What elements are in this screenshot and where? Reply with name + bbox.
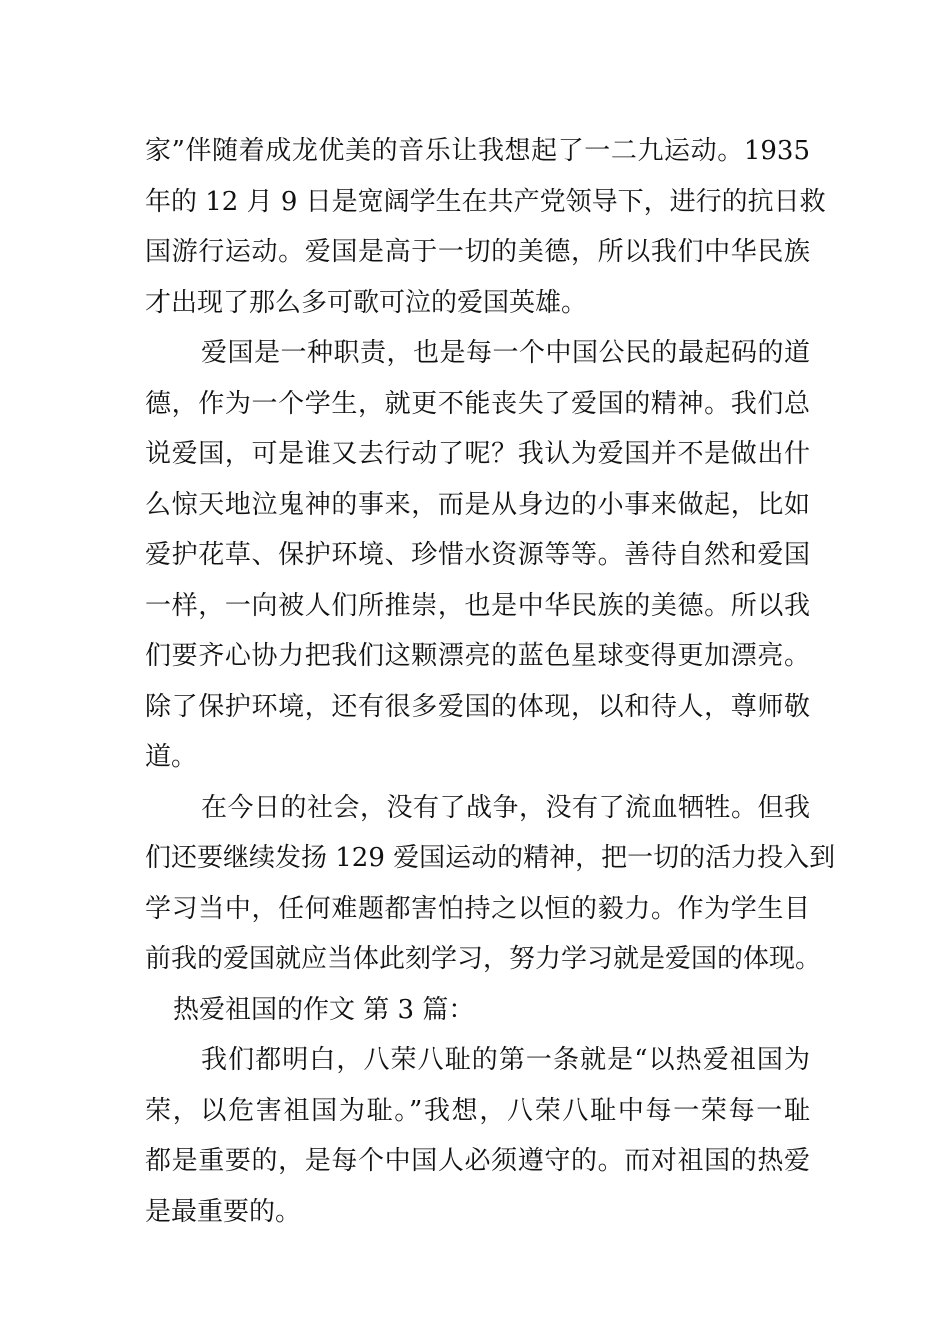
text-line: 在今日的社会，没有了战争，没有了流血牺牲。但我 bbox=[201, 792, 810, 823]
text-line: 爱国是一种职责，也是每一个中国公民的最起码的道 bbox=[201, 338, 810, 368]
text-line: 学习当中，任何难题都害怕持之以恒的毅力。作为学生目 bbox=[145, 893, 810, 924]
text-line: 国游行运动。爱国是高于一切的美德，所以我们中华民族 bbox=[145, 237, 810, 267]
text-line: 家”伴随着成龙优美的音乐让我想起了一二九运动。1935 bbox=[145, 136, 810, 166]
text-line: 爱护花草、保护环境、珍惜水资源等等。善待自然和爱国 bbox=[145, 540, 810, 570]
text-line: 是最重要的。 bbox=[145, 1196, 302, 1227]
text-line: 么惊天地泣鬼神的事来，而是从身边的小事来做起，比如 bbox=[145, 489, 810, 520]
paragraph-2 bbox=[145, 328, 810, 783]
text-line: 德，作为一个学生，就更不能丧失了爱国的精神。我们总 bbox=[145, 388, 810, 419]
text-line: 年的 12 月 9 日是宽阔学生在共产党领导下，进行的抗日救 bbox=[145, 186, 826, 217]
text-line: 前我的爱国就应当体此刻学习，努力学习就是爱国的体现。 bbox=[145, 944, 822, 974]
paragraph-1 bbox=[145, 126, 826, 328]
text-line: 一样，一向被人们所推崇，也是中华民族的美德。所以我 bbox=[145, 590, 810, 621]
essay-body bbox=[145, 126, 836, 1237]
text-line: 都是重要的，是每个中国人必须遵守的。而对祖国的热爱 bbox=[145, 1146, 810, 1176]
text-line: 荣，以危害祖国为耻。”我想，八荣八耻中每一荣每一耻 bbox=[145, 1095, 810, 1126]
text-line: 除了保护环境，还有很多爱国的体现，以和待人，尊师敬 bbox=[145, 691, 810, 722]
section-heading bbox=[145, 985, 810, 1036]
section-title: 热爱祖国的作文 第 3 篇： bbox=[173, 994, 475, 1025]
text-line: 才出现了那么多可歌可泣的爱国英雄。 bbox=[145, 287, 588, 318]
text-line: 我们都明白，八荣八耻的第一条就是“以热爱祖国为 bbox=[201, 1045, 810, 1075]
text-line: 们还要继续发扬 129 爱国运动的精神，把一切的活力投入到 bbox=[145, 843, 836, 873]
text-line: 说爱国，可是谁又去行动了呢？我认为爱国并不是做出什 bbox=[145, 439, 810, 469]
paragraph-3 bbox=[145, 783, 836, 985]
text-line: 道。 bbox=[145, 742, 198, 772]
text-line: 们要齐心协力把我们这颗漂亮的蓝色星球变得更加漂亮。 bbox=[145, 641, 810, 671]
paragraph-4 bbox=[145, 1035, 810, 1237]
